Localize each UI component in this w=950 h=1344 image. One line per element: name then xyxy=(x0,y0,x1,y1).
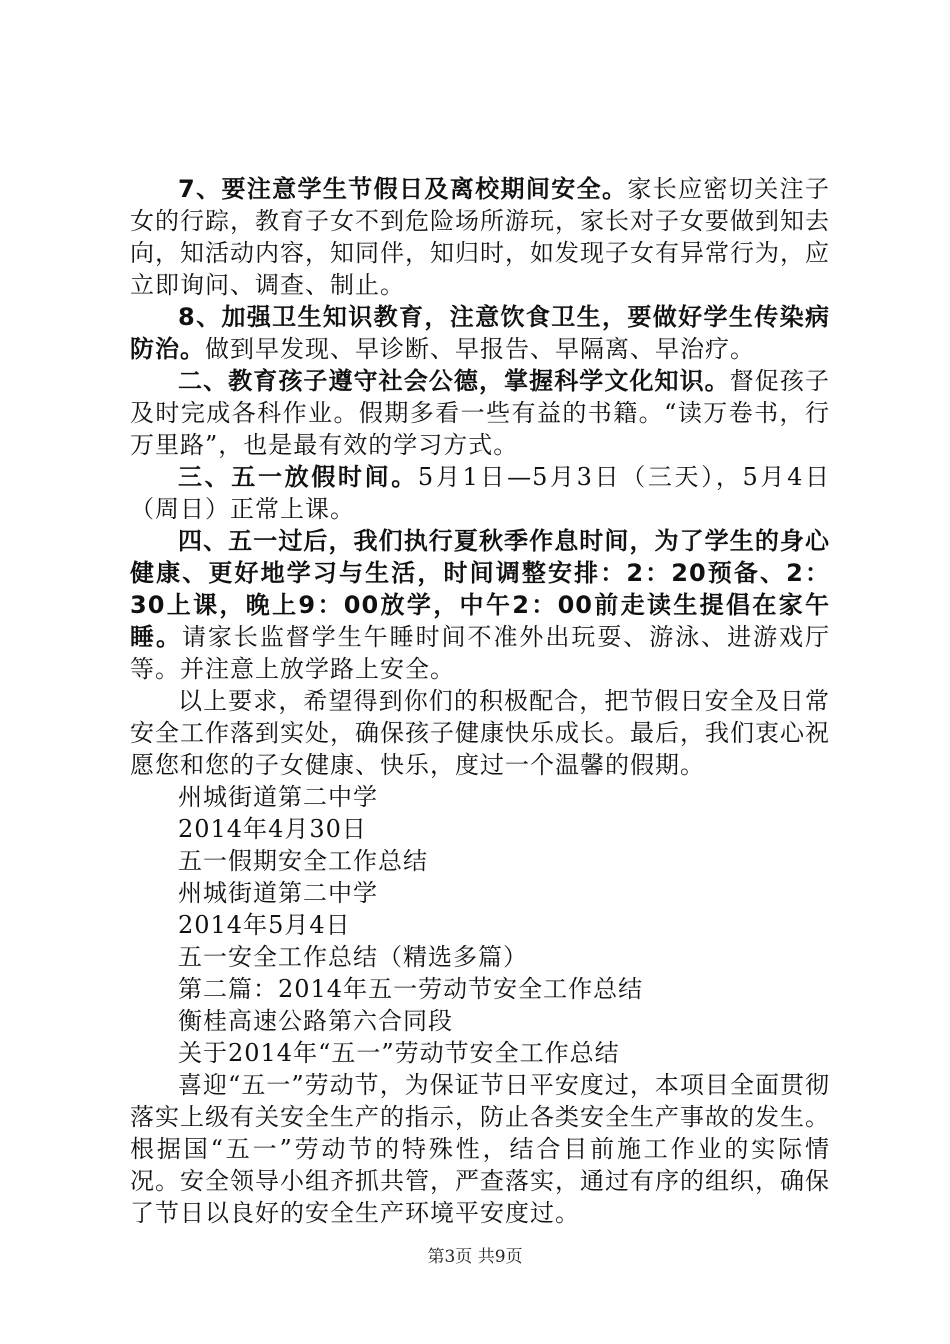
signature-school: 州城街道第二中学 xyxy=(178,879,378,907)
paragraph-section-2 xyxy=(130,365,830,461)
paragraph-item-8 xyxy=(130,301,830,365)
paragraph-heading: 7、要注意学生节假日及离校期间安全。 xyxy=(178,175,628,203)
paragraph-item-7 xyxy=(130,173,830,301)
paragraph-report-body: 喜迎“五一”劳动节，为保证节日平安度过，本项目全面贯彻落实上级有关安全生产的指示，防止各类安全生产事故的发生。根据国“五一”劳动节的特殊性，结合目前施工作业的实际情况。安全领导小组齐抓共管，严查落实，通过有序的组织，确保了节日以良好的安全生产环境平安度过。 xyxy=(130,1071,830,1227)
paragraph-heading: 8、加强卫生知识教育，注意饮食卫生，要做好学生传染病防治。 xyxy=(130,303,830,363)
signature-school: 州城街道第二中学 xyxy=(178,783,378,811)
paragraph-heading: 二、教育孩子遵守社会公德，掌握科学文化知识。 xyxy=(178,367,730,395)
document-body xyxy=(130,173,830,1229)
paragraph-section-3 xyxy=(130,461,830,525)
paragraph-text: 5月1日—5月3日（三天），5月4日（周日）正常上课。 xyxy=(130,463,831,523)
paragraph-heading: 三、五一放假时间。 xyxy=(178,463,418,491)
paragraph-text: 以上要求，希望得到你们的积极配合，把节假日安全及日常安全工作落到实处，确保孩子健康快乐成长。最后，我们衷心祝愿您和您的子女健康、快乐，度过一个温馨的假期。 xyxy=(130,687,830,779)
organization-name: 衡桂高速公路第六合同段 xyxy=(178,1007,453,1035)
paragraph-closing xyxy=(130,685,830,781)
chapter-title: 第二篇：2014年五一劳动节安全工作总结 xyxy=(178,975,644,1003)
section-title: 五一假期安全工作总结 xyxy=(178,847,428,875)
paragraph-text: 督促孩子及时完成各科作业。假期多看一些有益的书籍。“读万卷书，行万里路”，也是最有效的学习方式。 xyxy=(130,367,831,459)
page-number: 第3页 共9页 xyxy=(427,1247,523,1267)
report-title: 关于2014年“五一”劳动节安全工作总结 xyxy=(178,1039,620,1067)
signature-date: 2014年5月4日 xyxy=(178,911,351,939)
paragraph-text: 做到早发现、早诊断、早报告、早隔离、早治疗。 xyxy=(205,335,755,363)
section-title: 五一安全工作总结（精选多篇） xyxy=(178,943,528,971)
signature-date: 2014年4月30日 xyxy=(178,815,367,843)
paragraph-text: 家长应密切关注子女的行踪，教育子女不到危险场所游玩，家长对子女要做到知去向，知活动内容，知同伴，知归时，如发现子女有异常行为，应立即询问、调查、制止。 xyxy=(130,175,831,299)
paragraph-heading: 四、五一过后，我们执行夏秋季作息时间，为了学生的身心健康、更好地学习与生活，时间调整安排：2：20预备、2：30上课，晚上9：00放学，中午2：00前走读生提倡在家午睡。 xyxy=(130,527,830,651)
paragraph-text: 请家长监督学生午睡时间不准外出玩耍、游泳、进游戏厅等。并注意上放学路上安全。 xyxy=(130,623,831,683)
paragraph-section-4 xyxy=(130,525,830,685)
